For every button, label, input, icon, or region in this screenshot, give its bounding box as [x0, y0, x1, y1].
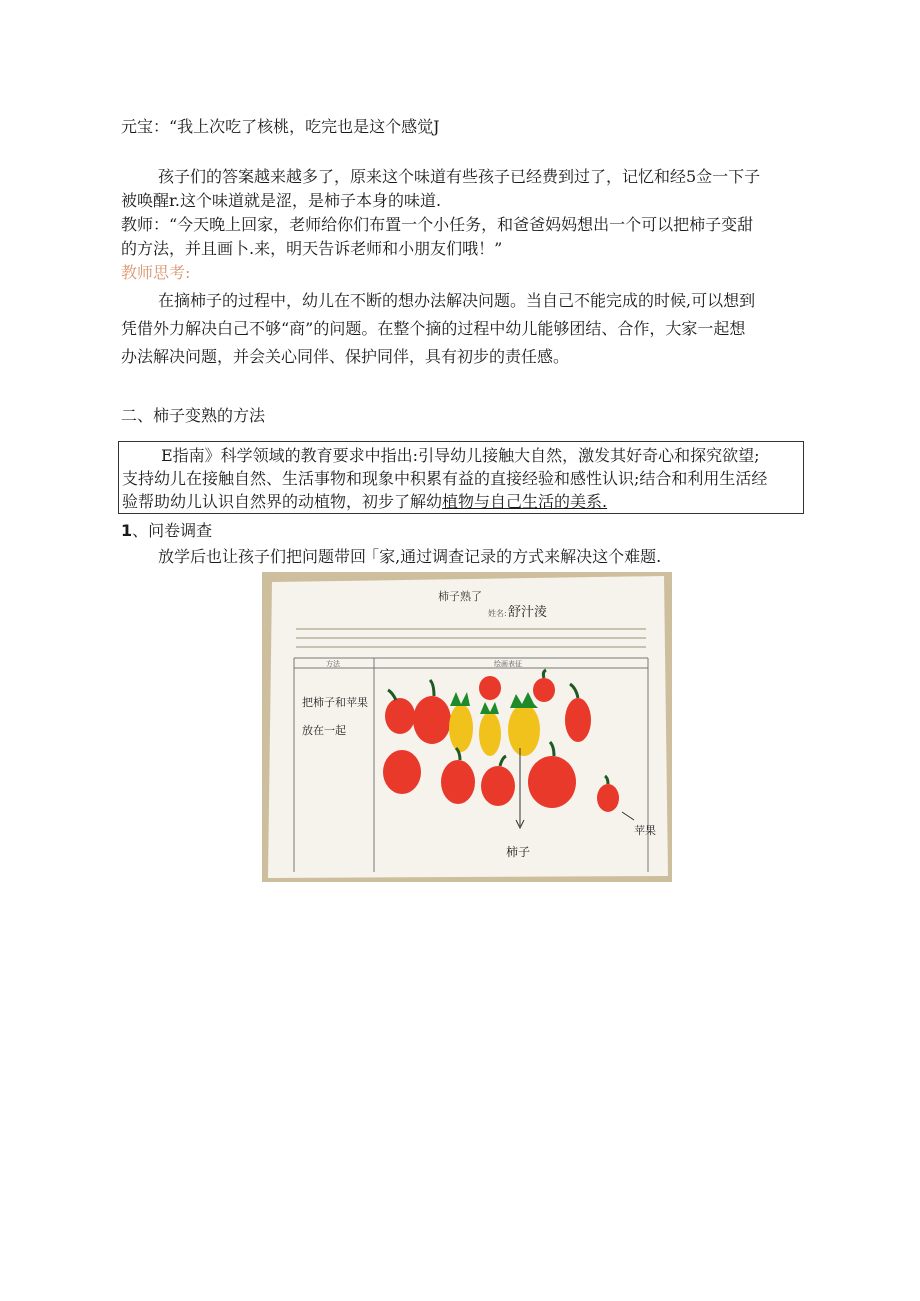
worksheet-photo	[262, 572, 672, 882]
paragraph-survey: 放学后也让孩子们把问题带回 ｢家,通过调查记录的方式来解决这个难题.	[158, 547, 662, 566]
subsection-number: 1	[121, 521, 133, 540]
section-title-ripening: 二、柿子变熟的方法	[121, 406, 266, 425]
drawn-persimmon	[385, 698, 415, 734]
table-header-method: 方法	[326, 660, 340, 668]
drawn-persimmon	[533, 678, 555, 702]
subsection-title-text: 、问卷调查	[132, 521, 213, 540]
guideline-underlined-text: 植物与自己生活的美系.	[442, 492, 608, 511]
paragraph-answers-line2: 被唤醒r.这个味道就是涩，是柿子本身的味道.	[121, 191, 442, 210]
guideline-line2: 支持幼儿在接触自然、生活事物和现象中积累有益的直接经验和感性认识;结合和利用生活经	[122, 469, 768, 488]
table-header-record: 绘画表征	[494, 660, 522, 668]
paragraph-teacher-line1: 教师：“今天晚上回家，老师给你们布置一个小任务，和爸爸妈妈想出一个可以把柿子变甜	[121, 215, 754, 234]
guideline-line1: E指南》科学领域的教育要求中指出:引导幼儿接触大自然，激发其好奇心和探究欲望;	[161, 446, 760, 465]
method-text-line2: 放在一起	[302, 724, 346, 737]
paragraph-reflection-line3: 办法解决问题，并会关心同伴、保护同伴，具有初步的责任感。	[121, 347, 570, 366]
paragraph-teacher-line2: 的方法，并且画卜.来，明天告诉老师和小朋友们哦！”	[121, 239, 503, 258]
paragraph-answers-line1: 孩子们的答案越来越多了，原来这个味道有些孩子已经费到过了，记忆和经5佥一下子	[158, 167, 761, 186]
drawn-persimmon-yellow	[479, 712, 501, 756]
drawn-persimmon	[383, 750, 421, 794]
paragraph-reflection-line2: 凭借外力解决白己不够“商”的问题。在整个摘的过程中幼儿能够团结、合作，大家一起想	[121, 319, 746, 338]
guideline-line3-text: 验帮助幼儿认识自然界的动植物，初步了解幼	[122, 492, 443, 511]
drawn-persimmon	[479, 676, 501, 700]
paragraph-reflection-line1: 在摘柿子的过程中，幼儿在不断的想办法解决问题。当自己不能完成的时候,可以想到	[158, 291, 756, 310]
drawn-persimmon-yellow	[449, 704, 473, 752]
drawn-persimmon	[441, 760, 475, 804]
worksheet-title: 柿子熟了	[438, 590, 482, 603]
worksheet-name-value: 舒汁淩	[508, 605, 548, 620]
method-text-line1: 把柿子和苹果	[302, 696, 368, 709]
guideline-box	[118, 441, 804, 514]
drawn-persimmon	[528, 756, 576, 808]
drawn-persimmon-yellow	[508, 704, 540, 756]
teacher-reflection-label: 教师思考:	[121, 263, 191, 282]
paragraph-yuanbao: 元宝：“我上次吃了核桃，吃完也是这个感觉J	[121, 117, 440, 136]
label-apple: 苹果	[634, 824, 656, 837]
drawn-persimmon	[597, 784, 619, 812]
drawn-persimmon	[481, 766, 515, 806]
drawn-persimmon	[565, 698, 591, 742]
drawn-persimmon	[413, 696, 451, 744]
guideline-line3	[122, 491, 607, 513]
label-persimmon: 柿子	[506, 845, 531, 859]
subsection-title-survey	[121, 520, 212, 542]
worksheet-name-label: 姓名:	[488, 609, 507, 618]
